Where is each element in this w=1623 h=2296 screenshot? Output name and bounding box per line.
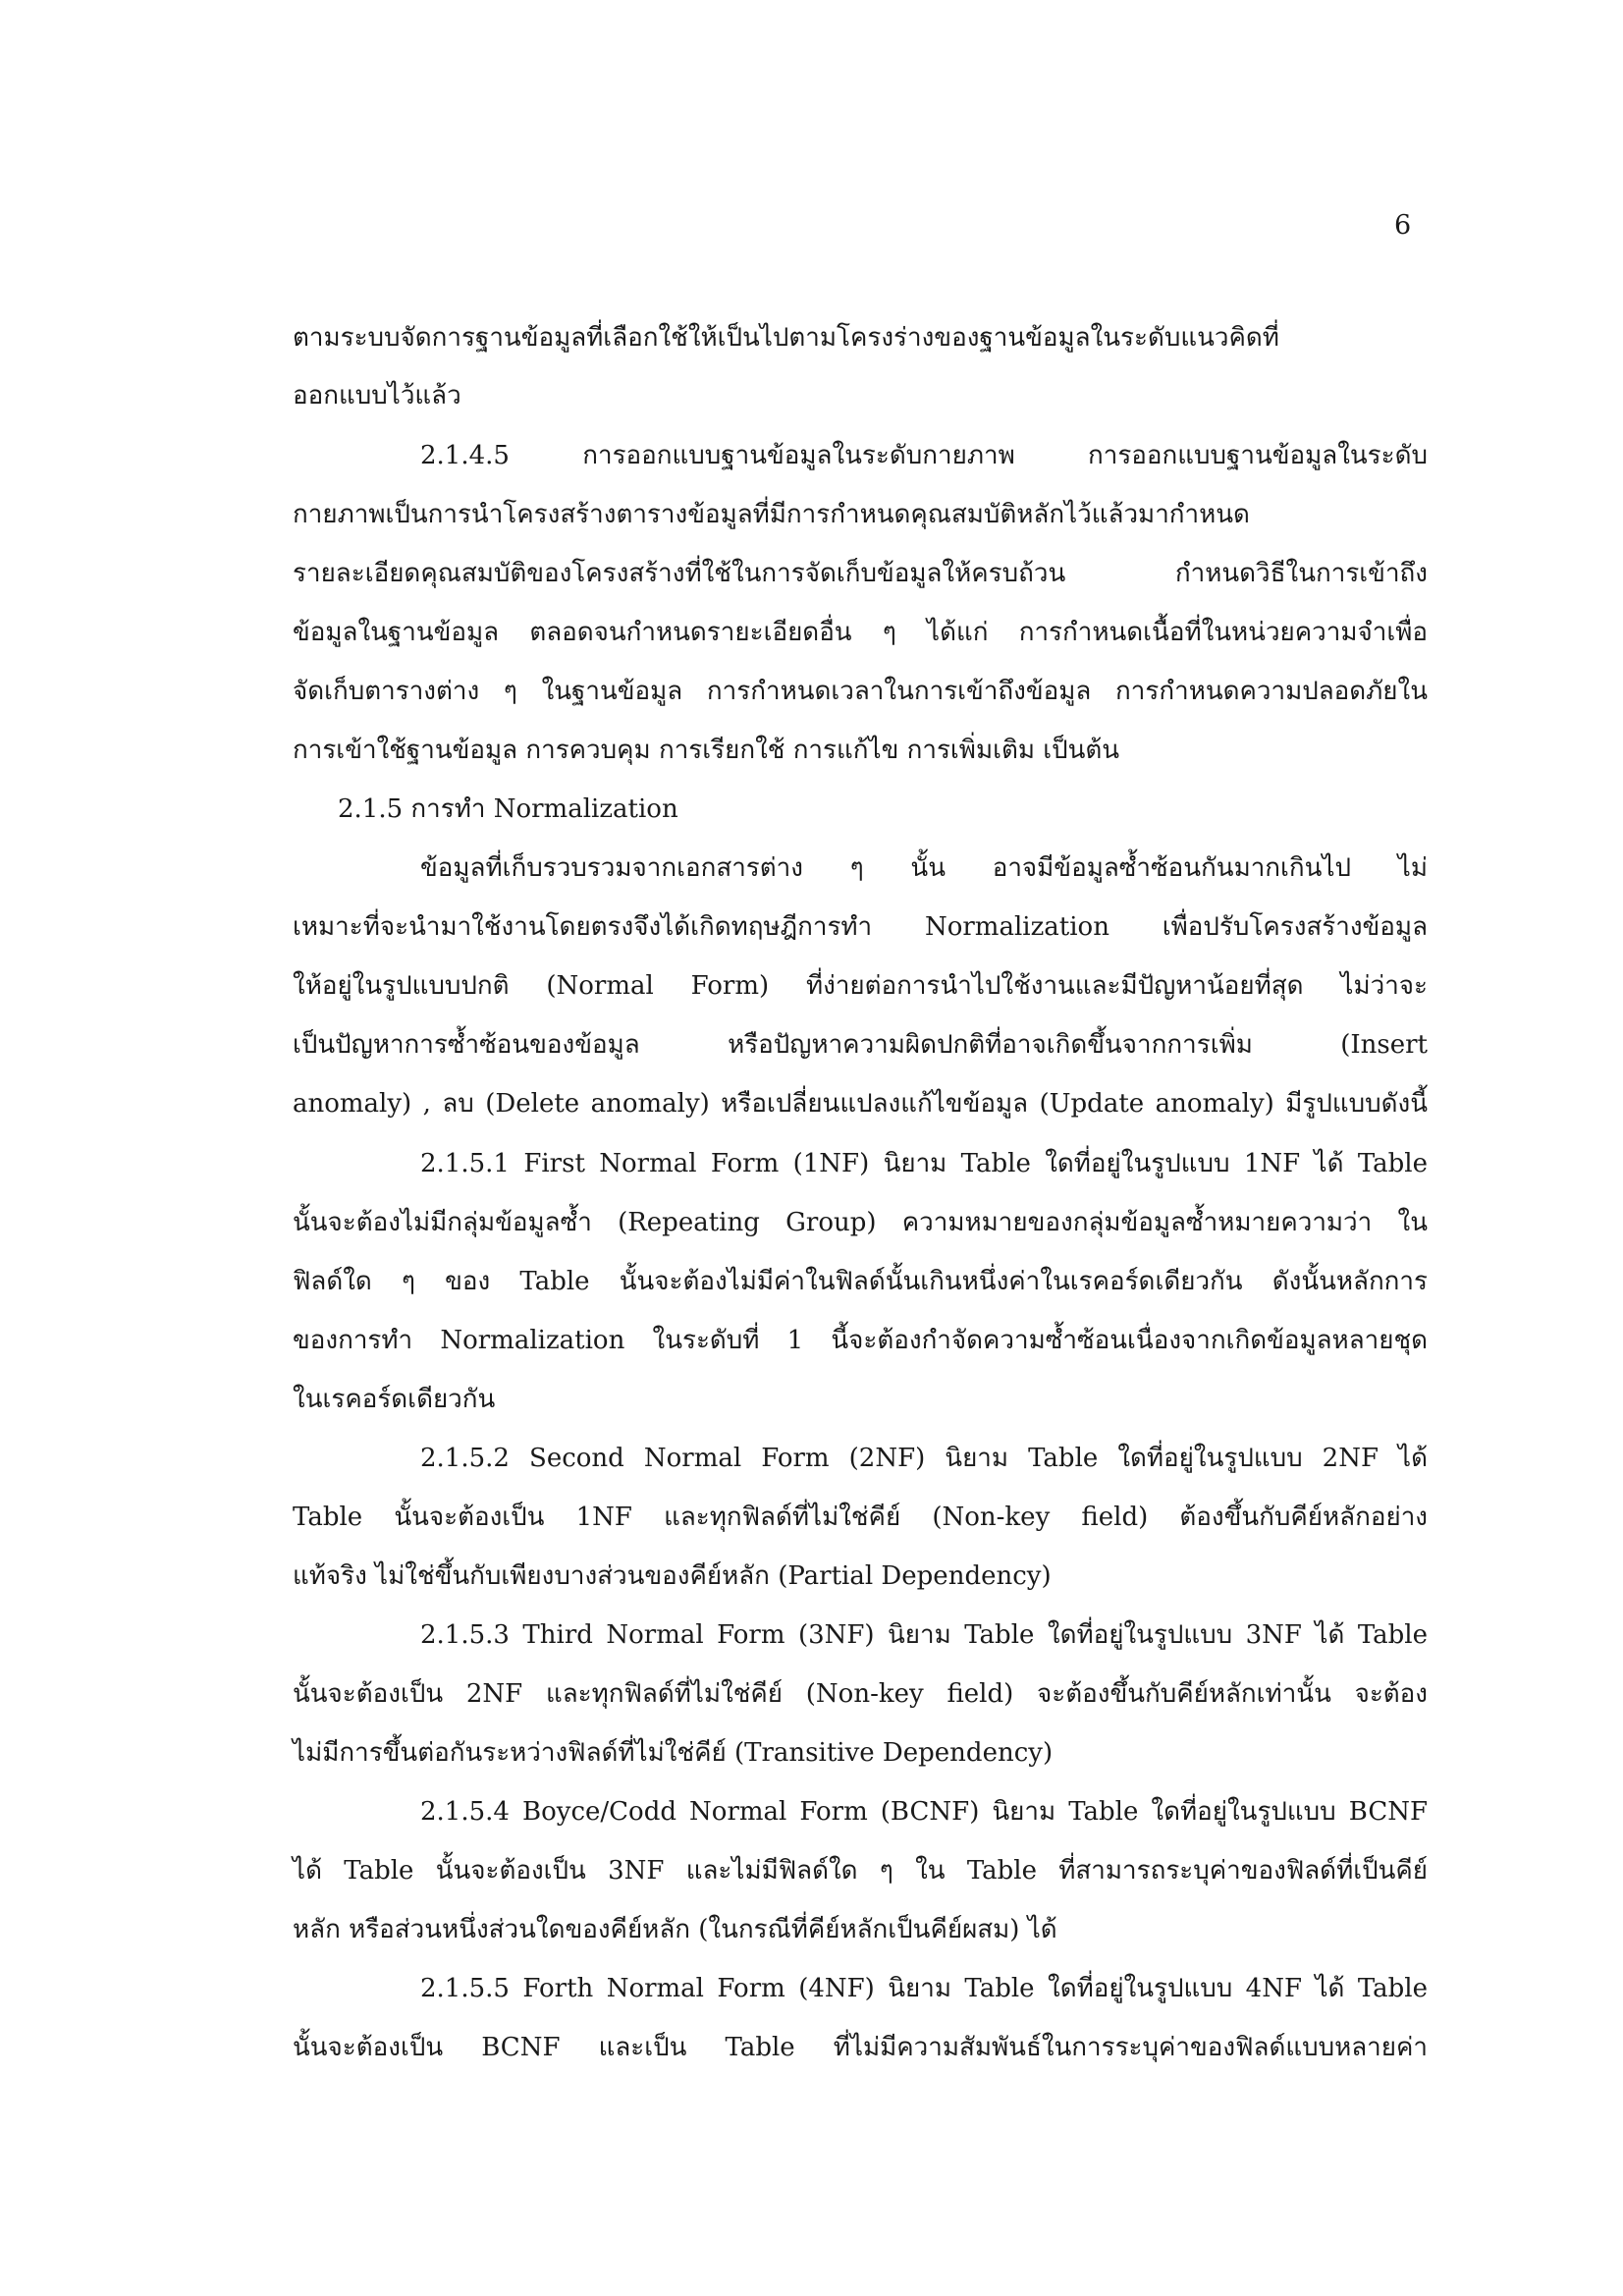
text-line: เป็นปัญหาการซ้ำซ้อนของข้อมูล หรือปัญหาความผิดปกติที่อาจเกิดขึ้นจากการเพิ่ม (Insert xyxy=(293,1030,1428,1060)
text-line: 2.1.5.4 Boyce/Codd Normal Form (BCNF) นิยาม Table ใดที่อยู่ในรูปแบบ BCNF xyxy=(420,1797,1428,1827)
text-line: กายภาพเป็นการนำโครงสร้างตารางข้อมูลที่มีการกำหนดคุณสมบัติหลักไว้แล้วมากำหนด xyxy=(293,500,1250,529)
text-line: 2.1.5.2 Second Normal Form (2NF) นิยาม Table ใดที่อยู่ในรูปแบบ 2NF ได้ xyxy=(420,1444,1428,1473)
text-line: รายละเอียดคุณสมบัติของโครงสร้างที่ใช้ในการจัดเก็บข้อมูลให้ครบถ้วน กำหนดวิธีในการเข้าถึง xyxy=(293,559,1428,588)
text-line: การเข้าใช้ฐานข้อมูล การควบคุม การเรียกใช้ การแก้ไข การเพิ่มเติม เป็นต้น xyxy=(293,736,1120,765)
section-heading: 2.1.5 การทำ Normalization xyxy=(338,794,678,824)
text-line: ของการทำ Normalization ในระดับที่ 1 นี้จะต้องกำจัดความซ้ำซ้อนเนื่องจากเกิดข้อมูลหลายชุด xyxy=(293,1326,1428,1355)
text-line: ให้อยู่ในรูปแบบปกติ (Normal Form) ที่ง่ายต่อการนำไปใช้งานและมีปัญหาน้อยที่สุด ไม่ว่าจะ xyxy=(293,971,1428,1001)
text-line: นั้นจะต้องเป็น BCNF และเป็น Table ที่ไม่มีความสัมพันธ์ในการระบุค่าของฟิลด์แบบหลายค่า xyxy=(293,2033,1428,2062)
text-line: 2.1.4.5 การออกแบบฐานข้อมูลในระดับกายภาพ การออกแบบฐานข้อมูลในระดับ xyxy=(420,441,1428,470)
text-line: นั้นจะต้องเป็น 2NF และทุกฟิลด์ที่ไม่ใช่คีย์ (Non-key field) จะต้องขึ้นกับคีย์หลักเท่านั้น จะต้อง xyxy=(293,1679,1428,1709)
page-number: 6 xyxy=(1394,210,1412,241)
text-line: ฟิลด์ใด ๆ ของ Table นั้นจะต้องไม่มีค่าในฟิลด์นั้นเกินหนึ่งค่าในเรคอร์ดเดียวกัน ดังนั้นหลักการ xyxy=(293,1267,1428,1296)
text-line: แท้จริง ไม่ใช่ขึ้นกับเพียงบางส่วนของคีย์หลัก (Partial Dependency) xyxy=(293,1561,1052,1591)
text-line: Table นั้นจะต้องเป็น 1NF และทุกฟิลด์ที่ไม่ใช่คีย์ (Non-key field) ต้องขึ้นกับคีย์หลักอย่าง xyxy=(293,1503,1428,1532)
text-line: ข้อมูลที่เก็บรวบรวมจากเอกสารต่าง ๆ นั้น อาจมีข้อมูลซ้ำซ้อนกันมากเกินไป ไม่ xyxy=(420,853,1428,883)
text-line: จัดเก็บตารางต่าง ๆ ในฐานข้อมูล การกำหนดเวลาในการเข้าถึงข้อมูล การกำหนดความปลอดภัยใน xyxy=(293,677,1428,706)
text-line: ในเรคอร์ดเดียวกัน xyxy=(293,1385,496,1414)
text-line: นั้นจะต้องไม่มีกลุ่มข้อมูลซ้ำ (Repeating Group) ความหมายของกลุ่มข้อมูลซ้ำหมายความว่า ใน xyxy=(293,1208,1428,1237)
text-line: หลัก หรือส่วนหนึ่งส่วนใดของคีย์หลัก (ในกรณีที่คีย์หลักเป็นคีย์ผสม) ได้ xyxy=(293,1915,1057,1944)
text-line: 2.1.5.1 First Normal Form (1NF) นิยาม Table ใดที่อยู่ในรูปแบบ 1NF ได้ Table xyxy=(420,1149,1428,1178)
text-line: ข้อมูลในฐานข้อมูล ตลอดจนกำหนดรายะเอียดอื่น ๆ ได้แก่ การกำหนดเนื้อที่ในหน่วยความจำเพื่อ xyxy=(293,618,1428,647)
text-line: anomaly) , ลบ (Delete anomaly) หรือเปลี่ยนแปลงแก้ไขข้อมูล (Update anomaly) มีรูปแบบดังนี้ xyxy=(293,1089,1428,1119)
text-line: ตามระบบจัดการฐานข้อมูลที่เลือกใช้ให้เป็นไปตามโครงร่างของฐานข้อมูลในระดับแนวคิดที่ xyxy=(293,323,1279,353)
text-line: เหมาะที่จะนำมาใช้งานโดยตรงจึงได้เกิดทฤษฎีการทำ Normalization เพื่อปรับโครงสร้างข้อมูล xyxy=(293,912,1428,942)
text-line: ได้ Table นั้นจะต้องเป็น 3NF และไม่มีฟิลด์ใด ๆ ใน Table ที่สามารถระบุค่าของฟิลด์ที่เป็นคีย์ xyxy=(293,1856,1428,1886)
text-line: 2.1.5.5 Forth Normal Form (4NF) นิยาม Table ใดที่อยู่ในรูปแบบ 4NF ได้ Table xyxy=(420,1974,1428,2003)
text-line: 2.1.5.3 Third Normal Form (3NF) นิยาม Table ใดที่อยู่ในรูปแบบ 3NF ได้ Table xyxy=(420,1620,1428,1650)
text-line: ไม่มีการขึ้นต่อกันระหว่างฟิลด์ที่ไม่ใช่คีย์ (Transitive Dependency) xyxy=(293,1738,1054,1768)
text-line: ออกแบบไว้แล้ว xyxy=(293,381,461,410)
